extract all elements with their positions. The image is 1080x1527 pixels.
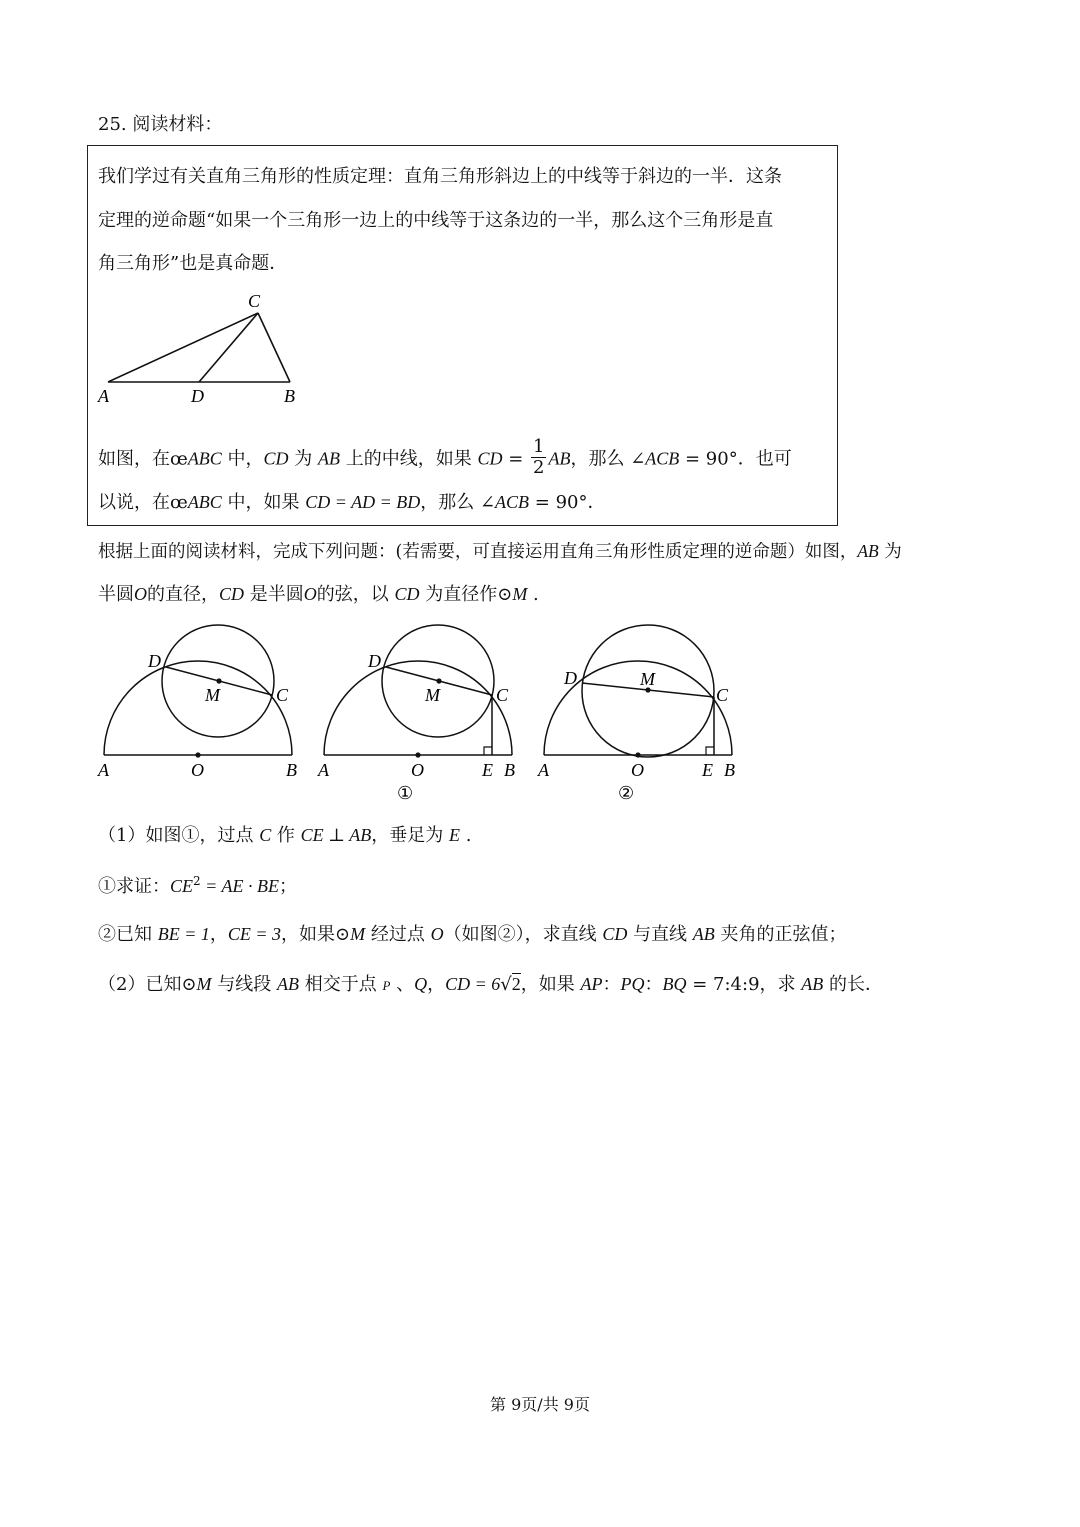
label-c: C: [496, 685, 509, 705]
part-2-line: [98, 970, 883, 996]
text-segment: 以说，在: [98, 492, 170, 513]
math-ab: AB: [801, 974, 824, 994]
text-segment: ，: [209, 924, 228, 945]
math-ce: CE = 3: [227, 924, 282, 944]
text-segment: ，那么 ∠: [570, 448, 646, 470]
math-acb: ACB: [495, 492, 530, 512]
math-cd-value: CD = 6: [445, 974, 501, 994]
text-segment: （1）如图①，过点: [98, 825, 260, 846]
label-m: M: [640, 669, 655, 689]
label-d: D: [191, 386, 204, 406]
material-line-4: [98, 436, 792, 480]
page-footer: 第 9页/共 9页: [490, 1395, 590, 1414]
text-segment: 相交于点: [299, 974, 383, 995]
point-o: [195, 752, 200, 757]
text-segment: 如图，在: [98, 448, 170, 470]
label-e: E: [702, 760, 713, 780]
text-segment: 与线段: [211, 974, 277, 995]
math-be: BE = 1: [157, 924, 210, 944]
label-a: A: [318, 760, 329, 780]
point-o: [635, 752, 640, 757]
fraction-half: [531, 437, 546, 478]
fraction-denominator: 2: [533, 457, 545, 478]
math-abc: ABC: [187, 492, 222, 512]
right-angle-mark: [706, 747, 714, 755]
label-m: M: [205, 685, 220, 705]
text-segment: =: [502, 448, 530, 470]
math-m: M: [196, 974, 212, 994]
text-segment: ；: [278, 876, 297, 897]
text-segment: ，那么 ∠: [420, 492, 496, 513]
superscript-2: 2: [193, 874, 201, 888]
text-segment: 中，如果: [221, 492, 306, 513]
text-segment: 与直线: [627, 924, 693, 945]
text-segment: 的长．: [823, 974, 883, 995]
math-p: P: [382, 978, 391, 993]
triangle-symbol: œ: [170, 492, 188, 513]
text-segment: ：: [644, 974, 663, 995]
label-m: M: [425, 685, 440, 705]
figure-caption-1: ①: [397, 783, 414, 803]
math-ab: AB: [857, 541, 879, 561]
math-ab: AB: [548, 448, 571, 469]
point-m: [216, 678, 221, 683]
label-a: A: [538, 760, 549, 780]
label-o: O: [411, 760, 424, 780]
math-cd: CD: [263, 448, 289, 469]
math-ab: AB: [318, 448, 341, 469]
math-ab: AB: [692, 924, 715, 944]
figure-2: [537, 625, 735, 803]
text-segment: 中，: [221, 448, 264, 470]
text-segment: ②已知: [98, 924, 158, 945]
prompt-line-2: [98, 580, 539, 606]
math-o: O: [430, 924, 444, 944]
text-segment: = 90°．: [529, 492, 606, 513]
math-c: C: [259, 825, 272, 845]
math-cd: CD: [602, 924, 628, 944]
text-segment: ：: [602, 974, 621, 995]
material-line-2: 定理的逆命题“如果一个三角形一边上的中线等于这条边的一半，那么这个三角形是直: [98, 210, 774, 231]
label-d: D: [564, 668, 577, 688]
math-pq: PQ: [620, 974, 645, 994]
figure-caption-2: ②: [618, 783, 635, 803]
sqrt-sign: √: [500, 974, 512, 995]
text-segment: 半圆: [98, 584, 134, 605]
label-d: D: [368, 651, 381, 671]
text-segment: 的弦，以: [316, 584, 395, 605]
label-b: B: [504, 760, 515, 780]
label-e: E: [482, 760, 493, 780]
label-a: A: [98, 386, 109, 406]
text-segment: （如图②），求直线: [443, 924, 603, 945]
math-m: M: [512, 584, 528, 604]
geometry-figures: [90, 615, 760, 810]
text-segment: 夹角的正弦值；: [714, 924, 847, 945]
figure-main: [97, 625, 297, 780]
sqrt-radicand: 2: [511, 974, 521, 994]
material-line-1: 我们学过有关直角三角形的性质定理：直角三角形斜边上的中线等于斜边的一半．这条: [98, 166, 782, 187]
triangle-symbol: œ: [170, 448, 188, 470]
triangle-median-cd: [199, 313, 258, 382]
triangle-side-ac: [108, 313, 258, 382]
math-ratio: = 7:4:9: [686, 974, 760, 995]
fraction-numerator: 1: [533, 436, 545, 457]
math-ap: AP: [580, 974, 603, 994]
math-q: Q: [414, 974, 428, 994]
part-1-ii-line: [98, 920, 847, 946]
text-segment: 经过点: [365, 924, 431, 945]
label-o: O: [191, 760, 204, 780]
right-angle-mark: [484, 747, 492, 755]
part-1-i-line: [98, 872, 297, 898]
math-abc: ABC: [187, 448, 222, 469]
prompt-line-1: [98, 538, 902, 563]
text-segment: （2）已知⊙: [98, 974, 197, 995]
text-segment: ，: [427, 974, 446, 995]
label-o: O: [631, 760, 644, 780]
math-ce: CE: [170, 876, 194, 896]
text-segment: 上的中线，如果: [340, 448, 478, 470]
math-perpendicular: CE ⊥ AB: [300, 825, 372, 845]
label-d: D: [148, 651, 161, 671]
text-segment: 、: [390, 974, 415, 995]
text-segment: 作: [271, 825, 301, 846]
text-segment: 为: [288, 448, 319, 470]
text-segment: = 90°．也可: [679, 448, 792, 470]
text-segment: .: [527, 584, 539, 605]
math-o: O: [303, 584, 317, 604]
text-segment: ，求: [759, 974, 802, 995]
math-e: E: [448, 825, 460, 845]
material-line-3: 角三角形”也是真命题．: [98, 253, 288, 274]
triangle-side-cb: [258, 313, 290, 382]
text-segment: 的直径，: [147, 584, 219, 605]
math-cd: CD: [394, 584, 420, 604]
text-segment: ，如果⊙: [281, 924, 351, 945]
label-c: C: [248, 291, 261, 311]
label-a: A: [98, 760, 109, 780]
question-title: 25. 阅读材料：: [98, 114, 223, 135]
material-line-5: [98, 488, 605, 514]
math-cd: CD: [219, 584, 245, 604]
point-m: [436, 678, 441, 683]
text-segment: .: [459, 825, 472, 846]
math-equation: = AE · BE: [200, 876, 279, 896]
math-cd: CD: [477, 448, 503, 469]
part-1-line: [98, 821, 471, 847]
math-equation: CD = AD = BD: [305, 492, 421, 512]
math-acb: ACB: [645, 448, 680, 469]
text-segment: 为直径作⊙: [419, 584, 513, 605]
triangle-figure: [90, 285, 330, 410]
figure-1: [317, 625, 515, 803]
text-segment: ，如果: [520, 974, 581, 995]
text-segment: ①求证：: [98, 876, 170, 897]
label-c: C: [716, 685, 729, 705]
label-b: B: [284, 386, 295, 406]
point-o: [415, 752, 420, 757]
math-ab: AB: [277, 974, 299, 994]
text-segment: 是半圆: [244, 584, 304, 605]
math-bq: BQ: [662, 974, 687, 994]
label-b: B: [286, 760, 297, 780]
text-segment: 根据上面的阅读材料，完成下列问题：(若需要，可直接运用直角三角形性质定理的逆命题）如图，: [98, 542, 858, 562]
math-m: M: [350, 924, 366, 944]
text-segment: ，垂足为: [371, 825, 449, 846]
math-o: O: [134, 584, 147, 604]
text-segment: 为: [878, 542, 902, 562]
label-b: B: [724, 760, 735, 780]
label-c: C: [276, 685, 289, 705]
